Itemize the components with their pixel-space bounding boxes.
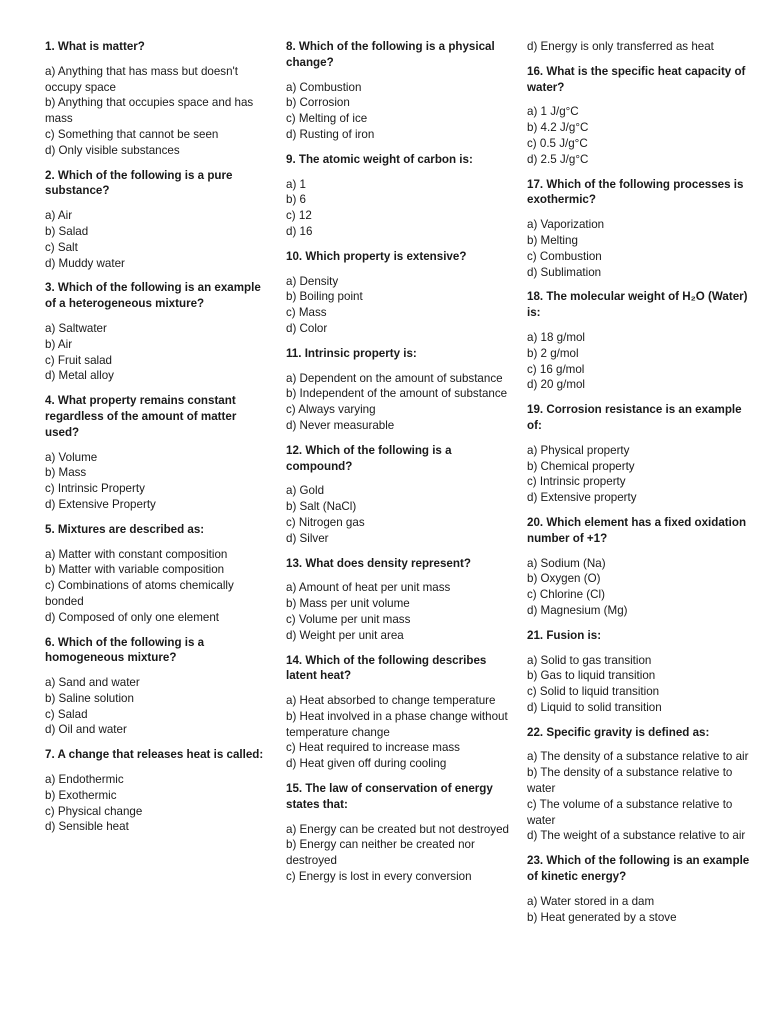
option-d: d) Extensive property — [527, 491, 637, 505]
option-c: c) Intrinsic property — [527, 475, 626, 489]
option-c: c) Physical change — [45, 804, 143, 818]
question-block — [527, 725, 752, 845]
question-text: 21. Fusion is: — [527, 628, 602, 642]
option-b: b) Melting — [527, 233, 578, 247]
option-a: a) Solid to gas transition — [527, 653, 652, 667]
question-block — [286, 443, 516, 547]
option-b: b) Exothermic — [45, 788, 117, 802]
option-d: d) Only visible substances — [45, 143, 180, 157]
option-b: b) Mass per unit volume — [286, 597, 410, 611]
question-block — [527, 64, 752, 168]
option-a: a) Saltwater — [45, 321, 107, 335]
question-block — [286, 653, 516, 773]
option-d: d) Oil and water — [45, 723, 127, 737]
option-c: c) Intrinsic Property — [45, 482, 145, 496]
continued-option-d: d) Energy is only transferred as heat — [527, 40, 714, 53]
option-a: a) Sand and water — [45, 676, 140, 690]
column-3 — [527, 39, 752, 934]
question-block — [45, 168, 273, 272]
option-a: a) 1 — [286, 177, 306, 191]
question-text: 6. Which of the following is a homogeneous mixture? — [45, 635, 205, 665]
option-b: b) Anything that occupies space and has mass — [45, 96, 254, 126]
question-text: 11. Intrinsic property is: — [286, 346, 417, 360]
option-b: b) Boiling point — [286, 290, 363, 304]
option-c: c) Heat required to increase mass — [286, 741, 460, 755]
question-block — [45, 747, 273, 835]
option-c: c) Always varying — [286, 403, 376, 417]
option-b: b) Chemical property — [527, 459, 635, 473]
question-block — [286, 346, 516, 434]
option-a: a) Heat absorbed to change temperature — [286, 694, 496, 708]
question-block — [286, 249, 516, 337]
question-text: 2. Which of the following is a pure substance? — [45, 168, 233, 198]
option-b: b) Matter with variable composition — [45, 563, 225, 577]
question-text: 15. The law of conservation of energy states that: — [286, 782, 493, 811]
option-d: d) Liquid to solid transition — [527, 700, 662, 714]
question-text: 9. The atomic weight of carbon is: — [286, 152, 473, 166]
option-c: c) Nitrogen gas — [286, 515, 365, 529]
option-d: d) Metal alloy — [45, 369, 114, 383]
option-d: d) Heat given off during cooling — [286, 757, 447, 771]
question-block — [45, 635, 273, 739]
option-b: b) Saline solution — [45, 691, 134, 705]
option-b: b) Independent of the amount of substance — [286, 387, 508, 401]
question-text: 8. Which of the following is a physical change? — [286, 40, 495, 69]
option-b: b) 2 g/mol — [527, 346, 579, 360]
option-a: a) Energy can be created but not destroyed — [286, 822, 509, 836]
option-c: c) Combustion — [527, 249, 602, 263]
question-block — [286, 39, 516, 143]
question-text: 12. Which of the following is a compound? — [286, 443, 452, 473]
option-a: a) Anything that has mass but doesn't occupy space — [45, 64, 238, 94]
question-block — [45, 393, 273, 513]
question-text: 16. What is the specific heat capacity of water? — [527, 64, 746, 94]
option-a: a) Gold — [286, 484, 325, 498]
option-c: c) 12 — [286, 209, 312, 223]
question-block — [286, 781, 516, 885]
option-b: b) Salad — [45, 224, 89, 238]
question-text: 14. Which of the following describes latent heat? — [286, 653, 487, 683]
option-a: a) Vaporization — [527, 218, 605, 232]
option-b: b) Oxygen (O) — [527, 572, 601, 586]
option-a: a) Sodium (Na) — [527, 556, 606, 570]
column-2 — [286, 39, 516, 894]
option-d: d) Sensible heat — [45, 820, 129, 834]
option-b: b) Mass — [45, 466, 87, 480]
option-d: d) Silver — [286, 531, 329, 545]
option-a: a) Matter with constant composition — [45, 547, 228, 561]
option-d: d) 16 — [286, 224, 313, 238]
option-d: d) Sublimation — [527, 265, 602, 279]
question-text: 3. Which of the following is an example of a heterogeneous mixture? — [45, 281, 261, 311]
option-a: a) Water stored in a dam — [527, 894, 655, 908]
option-b: b) Gas to liquid transition — [527, 669, 656, 683]
question-block — [527, 402, 752, 506]
option-c: c) Energy is lost in every conversion — [286, 870, 472, 884]
option-b: b) 4.2 J/g°C — [527, 121, 589, 135]
option-a: a) The density of a substance relative to air — [527, 750, 749, 764]
question-text: 10. Which property is extensive? — [286, 249, 467, 263]
question-text: 18. The molecular weight of H₂O (Water) is: — [527, 290, 748, 320]
question-block — [527, 289, 752, 393]
option-c: c) Salad — [45, 707, 88, 721]
option-c: c) Mass — [286, 306, 327, 320]
option-c: c) 0.5 J/g°C — [527, 136, 588, 150]
question-block — [527, 628, 752, 716]
option-c: c) Something that cannot be seen — [45, 127, 219, 141]
option-a: a) 18 g/mol — [527, 330, 585, 344]
option-b: b) Heat generated by a stove — [527, 910, 677, 924]
option-a: a) Amount of heat per unit mass — [286, 581, 451, 595]
option-a: a) Physical property — [527, 443, 630, 457]
question-text: 4. What property remains constant regardless of the amount of matter used? — [45, 394, 237, 439]
option-b: b) Salt (NaCl) — [286, 500, 357, 514]
option-d: d) Magnesium (Mg) — [527, 603, 628, 617]
question-text: 17. Which of the following processes is exothermic? — [527, 177, 744, 207]
question-block — [45, 39, 273, 159]
option-c: c) 16 g/mol — [527, 362, 585, 376]
option-c: c) Fruit salad — [45, 353, 113, 367]
question-block — [45, 522, 273, 626]
option-b: b) Corrosion — [286, 96, 350, 110]
option-d: d) 20 g/mol — [527, 378, 585, 392]
option-d: d) Muddy water — [45, 256, 125, 270]
option-b: b) The density of a substance relative to water — [527, 766, 733, 796]
option-c: c) Solid to liquid transition — [527, 685, 660, 699]
question-block — [527, 515, 752, 619]
option-a: a) Combustion — [286, 80, 362, 94]
option-a: a) 1 J/g°C — [527, 105, 579, 119]
option-c: c) Combinations of atoms chemically bonded — [45, 579, 234, 608]
option-d: d) Weight per unit area — [286, 628, 404, 642]
question-text: 20. Which element has a fixed oxidation number of +1? — [527, 515, 747, 545]
option-b: b) Heat involved in a phase change without temperature change — [286, 709, 508, 739]
option-d: d) Color — [286, 321, 328, 335]
option-d: d) Extensive Property — [45, 497, 156, 511]
question-block — [286, 152, 516, 240]
question-block — [527, 177, 752, 281]
option-d: d) 2.5 J/g°C — [527, 152, 589, 166]
question-text: 22. Specific gravity is defined as: — [527, 725, 710, 739]
column-1 — [45, 39, 273, 844]
option-c: c) Melting of ice — [286, 112, 368, 126]
option-d: d) Rusting of iron — [286, 127, 375, 141]
question-block — [45, 280, 273, 384]
question-block — [527, 853, 752, 925]
option-d: d) The weight of a substance relative to air — [527, 829, 746, 843]
option-d: d) Composed of only one element — [45, 610, 220, 624]
question-text: 19. Corrosion resistance is an example of: — [527, 403, 742, 432]
question-text: 5. Mixtures are described as: — [45, 522, 205, 536]
question-block — [286, 556, 516, 644]
question-text: 1. What is matter? — [45, 40, 145, 53]
option-c: c) The volume of a substance relative to water — [527, 797, 733, 827]
option-a: a) Air — [45, 209, 73, 223]
option-c: c) Salt — [45, 240, 78, 254]
option-a: a) Dependent on the amount of substance — [286, 371, 503, 385]
option-b: b) Energy can neither be created nor destroyed — [286, 838, 475, 868]
question-text: 23. Which of the following is an example of kinetic energy? — [527, 854, 750, 884]
option-b: b) Air — [45, 337, 73, 351]
question-text: 13. What does density represent? — [286, 556, 471, 570]
option-c: c) Volume per unit mass — [286, 612, 411, 626]
option-a: a) Volume — [45, 450, 98, 464]
option-c: c) Chlorine (Cl) — [527, 588, 605, 602]
option-d: d) Never measurable — [286, 418, 395, 432]
question-text: 7. A change that releases heat is called: — [45, 748, 264, 762]
option-a: a) Density — [286, 274, 339, 288]
option-a: a) Endothermic — [45, 773, 124, 787]
option-b: b) 6 — [286, 193, 306, 207]
